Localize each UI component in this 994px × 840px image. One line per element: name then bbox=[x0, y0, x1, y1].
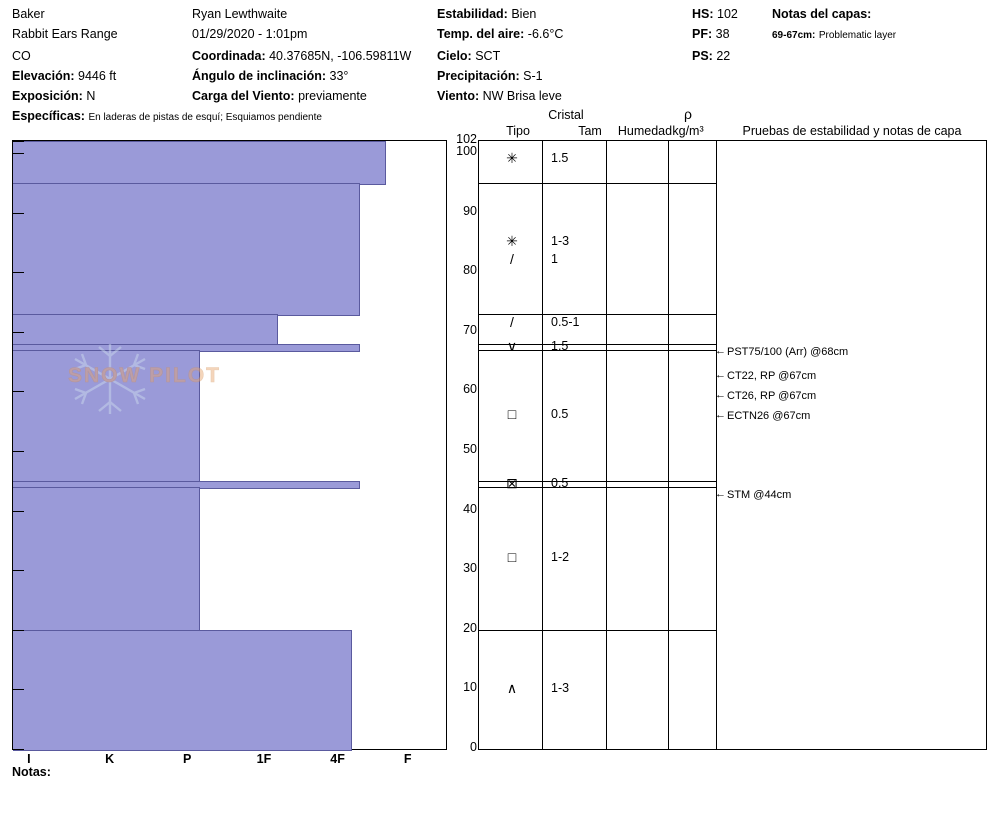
col-sep-rho bbox=[716, 141, 717, 749]
specifics-label: Específicas: bbox=[12, 109, 85, 123]
layer-notes-label: Notas del capas: bbox=[772, 7, 872, 21]
col-sep-size bbox=[606, 141, 607, 749]
layer-bar bbox=[13, 630, 352, 751]
aspect-label: Exposición: bbox=[12, 89, 83, 103]
air-temp-value: -6.6°C bbox=[527, 27, 564, 41]
windload-value: previamente bbox=[298, 89, 367, 103]
depth-tick bbox=[13, 630, 24, 631]
notes-label: Notas: bbox=[12, 765, 51, 779]
observer-name: Baker bbox=[12, 7, 45, 21]
hardness-profile-plot bbox=[12, 140, 447, 750]
state-name: CO bbox=[12, 49, 31, 63]
wind-label: Viento: bbox=[437, 89, 480, 103]
grain-size-value: 1-2 bbox=[551, 550, 570, 565]
sky-label: Cielo: bbox=[437, 49, 472, 63]
depth-tick-label: 40 bbox=[463, 501, 477, 516]
windload-label: Carga del Viento: bbox=[192, 89, 295, 103]
leader-arrow-icon: ← bbox=[715, 369, 726, 381]
layer-table bbox=[478, 140, 987, 750]
grain-type-symbol: ∧ bbox=[506, 680, 518, 697]
hardness-tick-label: P bbox=[183, 752, 192, 766]
depth-tick-label: 90 bbox=[463, 203, 477, 218]
observation-author: Ryan Lewthwaite bbox=[192, 7, 288, 21]
table-row-separator bbox=[479, 183, 716, 184]
stability-test-label: PST75/100 (Arr) @68cm bbox=[727, 346, 849, 358]
depth-axis bbox=[449, 132, 477, 754]
watermark-text: SNOW PILOT bbox=[68, 364, 221, 387]
grain-type-symbol: / bbox=[510, 313, 514, 330]
hardness-tick-label: 4F bbox=[330, 752, 345, 766]
depth-tick-label: 20 bbox=[463, 620, 477, 635]
hardness-tick-label: I bbox=[27, 752, 31, 766]
elevation-label: Elevación: bbox=[12, 69, 75, 83]
grain-type-symbol: / bbox=[510, 251, 514, 268]
layer-bar bbox=[13, 183, 360, 316]
depth-tick bbox=[13, 391, 24, 392]
grain-size-value: 1-3 bbox=[551, 234, 570, 249]
depth-tick-label: 0 bbox=[470, 740, 477, 754]
grain-size-value: 0.5-1 bbox=[551, 314, 580, 329]
stability-tests-header: Pruebas de estabilidad y notas de capa bbox=[742, 124, 962, 138]
rho-header: ρ bbox=[684, 106, 692, 122]
crystal-header: Cristal bbox=[548, 108, 584, 122]
depth-tick-label: 80 bbox=[463, 263, 477, 278]
sky-value: SCT bbox=[475, 49, 501, 63]
grain-size-value: 1-3 bbox=[551, 681, 570, 696]
specifics-value: En laderas de pistas de esquí; Esquiamos pendiente bbox=[88, 112, 322, 123]
depth-tick bbox=[13, 332, 24, 333]
grain-size-value: 1.5 bbox=[551, 338, 569, 353]
stability-test-label: STM @44cm bbox=[727, 489, 792, 501]
grain-type-symbol: □ bbox=[507, 549, 517, 566]
leader-arrow-icon: ← bbox=[715, 409, 726, 421]
depth-tick bbox=[13, 511, 24, 512]
coords-label: Coordinada: bbox=[192, 49, 266, 63]
snowpilot-watermark bbox=[58, 336, 243, 421]
layer-note-depth: 69-67cm: bbox=[772, 30, 816, 41]
layer-note-text: Problematic layer bbox=[818, 30, 897, 41]
pf-value: 38 bbox=[715, 27, 730, 41]
wetness-header: Humedad bbox=[617, 124, 673, 138]
incline-label: Ángulo de inclinación: bbox=[192, 69, 327, 83]
table-row-separator bbox=[479, 630, 716, 631]
grain-size-value: 0.5 bbox=[551, 475, 569, 490]
grain-type-symbol: ∨ bbox=[506, 337, 518, 354]
ps-value: 22 bbox=[716, 49, 731, 63]
depth-tick bbox=[13, 153, 24, 154]
wind-value: NW Brisa leve bbox=[482, 89, 562, 103]
type-header: Tipo bbox=[506, 124, 530, 138]
depth-tick bbox=[13, 141, 24, 142]
depth-tick-label: 10 bbox=[463, 680, 477, 695]
stability-label: Estabilidad: bbox=[437, 7, 508, 21]
precip-label: Precipitación: bbox=[437, 69, 520, 83]
depth-tick bbox=[13, 749, 24, 750]
observation-datetime: 01/29/2020 - 1:01pm bbox=[192, 27, 308, 41]
air-temp-label: Temp. del aire: bbox=[437, 27, 525, 41]
layer-bar bbox=[13, 487, 200, 632]
grain-size-value: 0.5 bbox=[551, 407, 569, 422]
depth-tick bbox=[13, 213, 24, 214]
hardness-tick-label: 1F bbox=[256, 752, 272, 766]
incline-value: 33° bbox=[329, 69, 349, 83]
hs-label: HS: bbox=[692, 7, 714, 21]
hardness-axis bbox=[12, 752, 447, 770]
layer-bar bbox=[13, 141, 386, 185]
pf-label: PF: bbox=[692, 27, 713, 41]
leader-arrow-icon: ← bbox=[715, 389, 726, 401]
col-sep-wetness bbox=[668, 141, 669, 749]
grain-type-symbol: ✳ bbox=[506, 149, 518, 166]
depth-tick bbox=[13, 570, 24, 571]
hardness-tick-label: F bbox=[403, 752, 412, 766]
depth-tick bbox=[13, 272, 24, 273]
hardness-tick-label: K bbox=[105, 752, 115, 766]
range-name: Rabbit Ears Range bbox=[12, 27, 118, 41]
table-header bbox=[478, 108, 987, 140]
grain-size-value: 1.5 bbox=[551, 150, 569, 165]
depth-tick-label: 60 bbox=[463, 382, 477, 397]
hs-value: 102 bbox=[717, 7, 738, 21]
stability-value: Bien bbox=[511, 7, 537, 21]
depth-tick-label: 100 bbox=[456, 143, 477, 158]
grain-type-symbol: ⊠ bbox=[506, 474, 518, 491]
leader-arrow-icon: ← bbox=[715, 488, 726, 500]
grain-size-value: 1 bbox=[551, 252, 558, 267]
rho-units-header: kg/m³ bbox=[672, 124, 704, 138]
col-sep-type bbox=[542, 141, 543, 749]
grain-type-symbol: □ bbox=[507, 406, 517, 423]
depth-tick bbox=[13, 689, 24, 690]
stability-test-label: CT22, RP @67cm bbox=[727, 370, 817, 382]
depth-tick-label: 30 bbox=[463, 561, 477, 576]
aspect-value: N bbox=[86, 89, 96, 103]
depth-tick-label: 50 bbox=[463, 441, 477, 456]
size-header: Tam bbox=[578, 124, 602, 138]
leader-arrow-icon: ← bbox=[715, 345, 726, 357]
precip-value: S-1 bbox=[523, 69, 543, 83]
stability-test-label: ECTN26 @67cm bbox=[727, 410, 811, 422]
elevation-value: 9446 ft bbox=[78, 69, 117, 83]
depth-tick-label: 102 bbox=[456, 132, 477, 146]
coords-value: 40.37685N, -106.59811W bbox=[269, 49, 412, 63]
depth-tick bbox=[13, 451, 24, 452]
stability-test-label: CT26, RP @67cm bbox=[727, 390, 817, 402]
ps-label: PS: bbox=[692, 49, 713, 63]
grain-type-symbol: ✳ bbox=[506, 233, 518, 250]
depth-tick-label: 70 bbox=[463, 322, 477, 337]
